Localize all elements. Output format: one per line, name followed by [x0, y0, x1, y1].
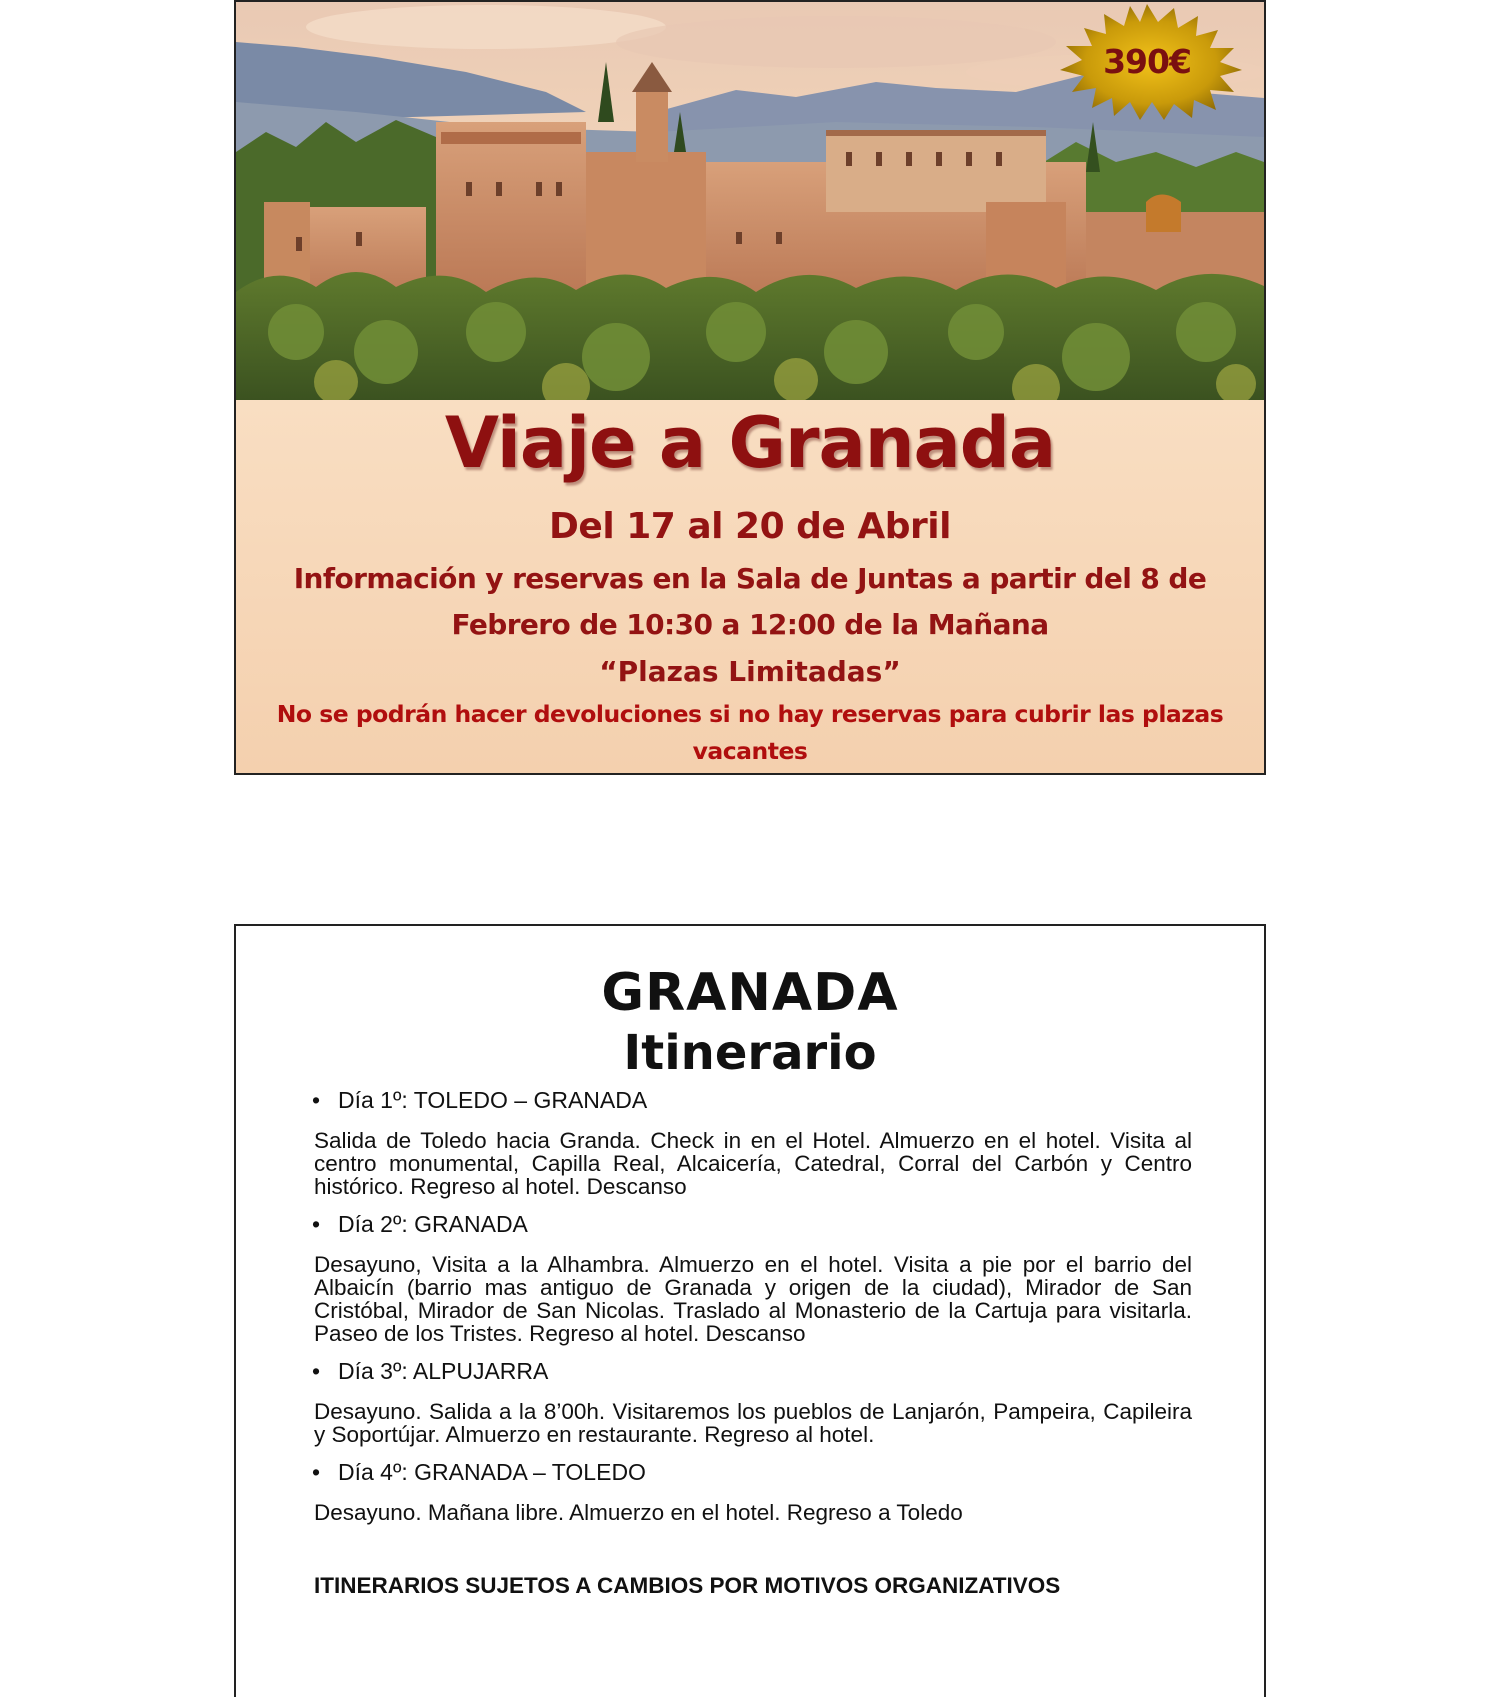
reservations-info: [256, 556, 1244, 648]
bullet-icon: •: [312, 1358, 321, 1384]
refund-line: No se podrán hacer devoluciones si no hay reservas para cubrir las plazas: [276, 700, 1224, 728]
trip-dates: Del 17 al 20 de Abril: [549, 506, 951, 547]
day-label-text: Día 4º: GRANADA – TOLEDO: [338, 1459, 646, 1485]
itinerary-subheading: Itinerario: [623, 1025, 877, 1081]
reservations-line: Febrero de 10:30 a 12:00 de la Mañana: [451, 608, 1049, 641]
flyer-info-panel: [236, 400, 1264, 775]
day-2-description: Desayuno, Visita a la Alhambra. Almuerzo en el hotel. Visita a pie por el barrio del Albaicín (barrio mas antiguo de Granada y origen de la ciudad), Mirador de San Cristóbal, Mirador de San Nicolas. Traslado al Monasterio de la Cartuja para visitarla. Paseo de los Tristes. Regreso al hotel. Descanso: [314, 1252, 1192, 1346]
refund-line: vacantes: [692, 737, 808, 765]
day-2-label: [312, 1210, 528, 1238]
day-label-text: Día 1º: TOLEDO – GRANADA: [338, 1087, 648, 1113]
day-4-label: [312, 1458, 646, 1486]
itinerary-heading: GRANADA: [601, 963, 899, 1023]
day-label-text: Día 2º: GRANADA: [338, 1211, 528, 1237]
day-1-description: Salida de Toledo hacia Granda. Check in en el Hotel. Almuerzo en el hotel. Visita al centro monumental, Capilla Real, Alcaicería, Catedral, Corral del Carbón y Centro histórico. Regreso al hotel. Descanso: [314, 1128, 1192, 1199]
reservations-line: Información y reservas en la Sala de Juntas a partir del 8 de: [293, 562, 1207, 595]
day-label-text: Día 3º: ALPUJARRA: [338, 1358, 549, 1384]
refund-notice: [246, 696, 1254, 770]
bullet-icon: •: [312, 1459, 321, 1485]
day-3-description: Desayuno. Salida a la 8’00h. Visitaremos los pueblos de Lanjarón, Pampeira, Capileira y Soportújar. Almuerzo en restaurante. Regreso al hotel.: [314, 1399, 1192, 1447]
itinerary-note: ITINERARIOS SUJETOS A CAMBIOS POR MOTIVOS ORGANIZATIVOS: [314, 1573, 1061, 1598]
itinerary-slide: [234, 924, 1266, 1697]
bullet-icon: •: [312, 1087, 321, 1113]
price-badge: [1042, 2, 1252, 120]
limited-places: “Plazas Limitadas”: [599, 655, 901, 688]
bullet-icon: •: [312, 1211, 321, 1237]
flyer-slide: [234, 0, 1266, 775]
day-1-label: [312, 1086, 647, 1114]
day-4-description: Desayuno. Mañana libre. Almuerzo en el hotel. Regreso a Toledo: [314, 1500, 963, 1525]
price-label: 390€: [1103, 41, 1191, 81]
flyer-title: Viaje a Granada: [444, 402, 1056, 484]
day-3-label: [312, 1357, 548, 1385]
